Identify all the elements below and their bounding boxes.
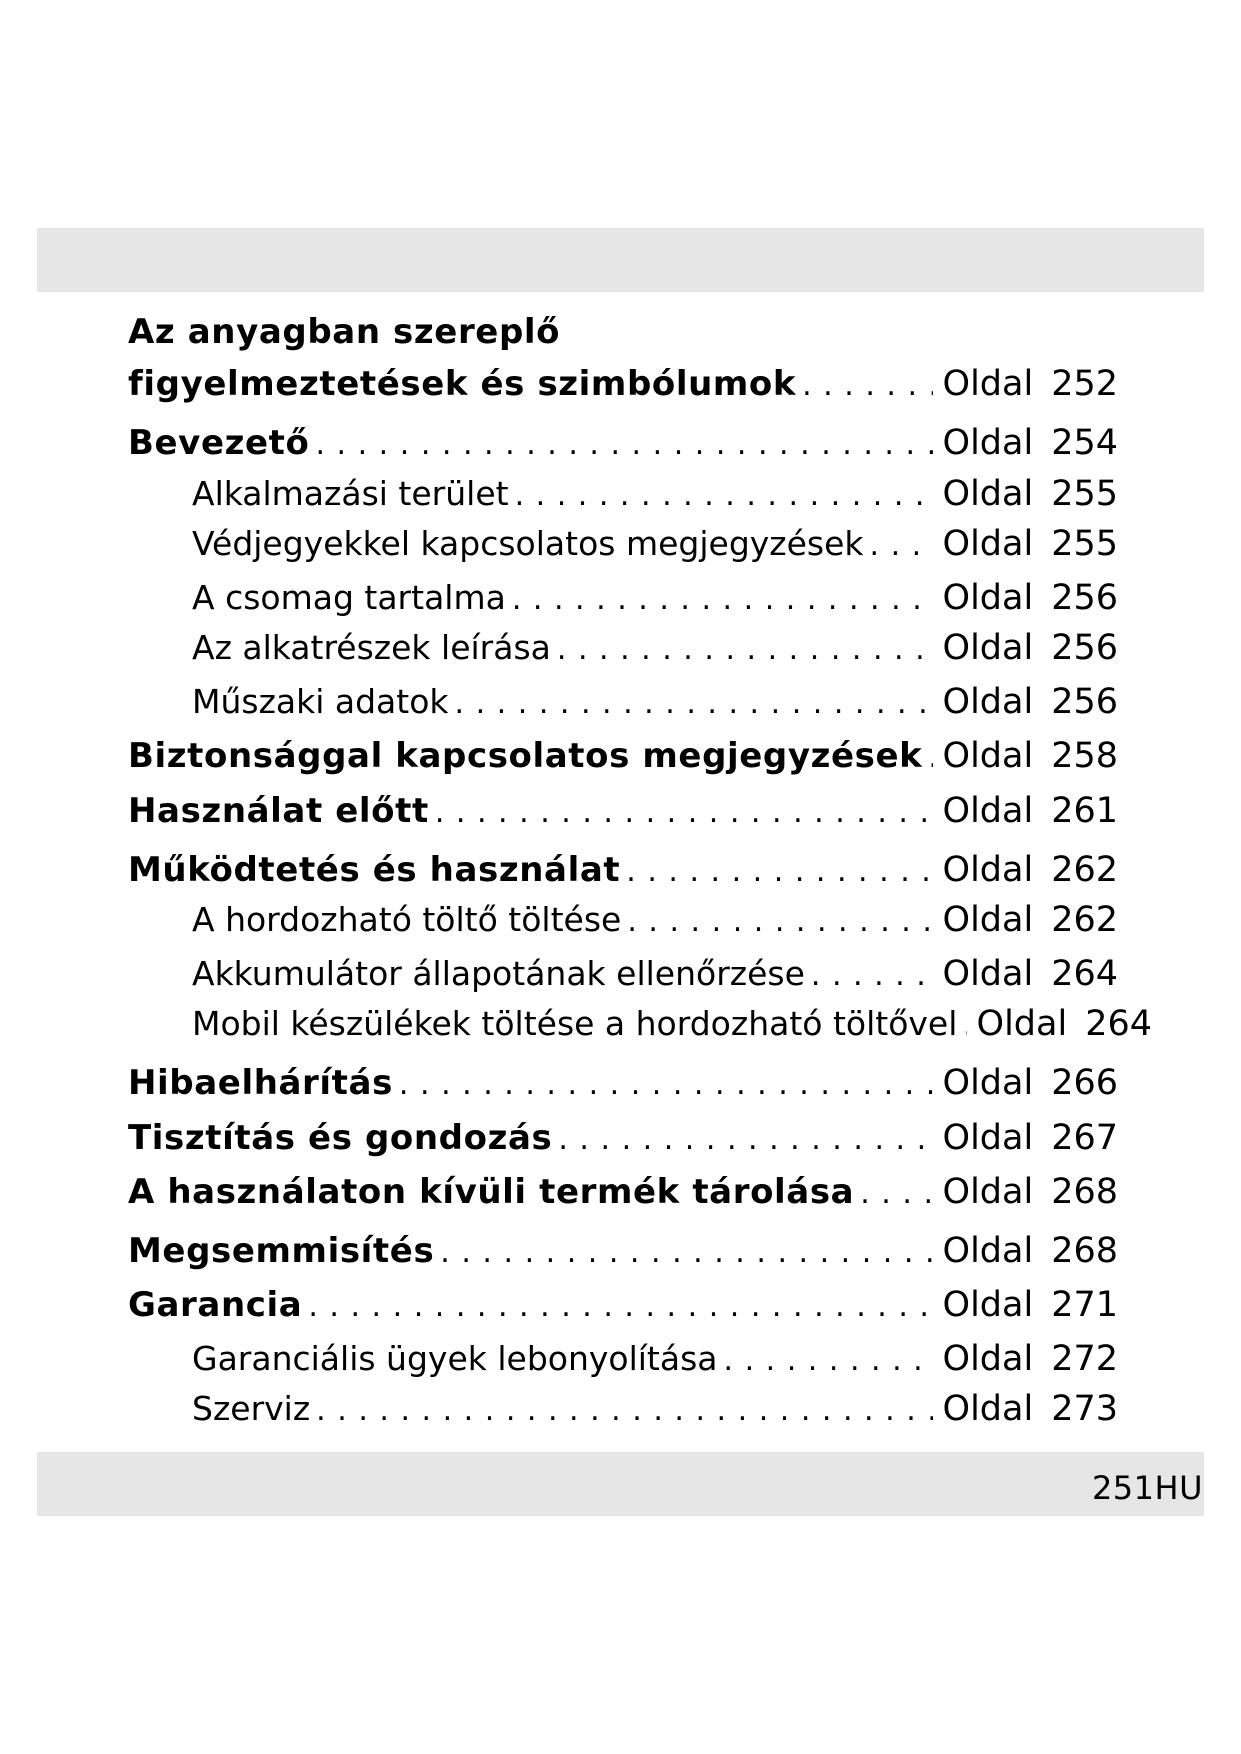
toc-subentry[interactable]: [192, 682, 1118, 722]
page-number: 273: [1051, 1389, 1118, 1429]
page-label: Oldal: [942, 850, 1034, 890]
page-label: Oldal: [942, 628, 1034, 668]
dot-leader: [557, 632, 933, 667]
dot-leader: [455, 686, 933, 721]
toc-entry-title: Bevezető: [128, 423, 310, 463]
dot-leader: [724, 1343, 933, 1378]
toc-entry[interactable]: [128, 850, 1118, 890]
page-label: Oldal: [942, 1118, 1034, 1158]
page-label: Oldal: [942, 791, 1034, 831]
toc-subentry[interactable]: [192, 954, 1118, 994]
toc-entry[interactable]: [128, 423, 1118, 463]
page-label: Oldal: [942, 736, 1034, 776]
dot-leader: [315, 427, 932, 462]
dot-leader: [870, 528, 933, 563]
toc-entry-title: Műszaki adatok: [192, 682, 449, 721]
page-number: 256: [1051, 578, 1118, 618]
toc-entry-title: Biztonsággal kapcsolatos megjegyzések: [128, 736, 923, 776]
page-label: Oldal: [942, 474, 1034, 514]
toc-entry-title: A hordozható töltő töltése: [192, 900, 622, 939]
toc-entry[interactable]: [128, 1063, 1118, 1103]
toc-subentry[interactable]: [192, 1339, 1118, 1379]
page-number: 267: [1051, 1118, 1118, 1158]
dot-leader: [802, 368, 932, 403]
dot-leader: [399, 1067, 933, 1102]
page-number: 272: [1051, 1339, 1118, 1379]
toc-entry[interactable]: [128, 364, 1118, 404]
toc-entry-title-line1: Az anyagban szereplő: [128, 312, 561, 352]
toc-entry-title: Garanciális ügyek lebonyolítása: [192, 1339, 718, 1378]
toc-entry-title: A használaton kívüli termék tárolása: [128, 1172, 855, 1212]
footer-band: [37, 1452, 1204, 1516]
page-label: Oldal: [942, 524, 1034, 564]
page-label: Oldal: [942, 900, 1034, 940]
toc-subentry[interactable]: [192, 900, 1118, 940]
page-number: 255: [1051, 474, 1118, 514]
page-label: Oldal: [942, 1285, 1034, 1325]
page-label: Oldal: [942, 682, 1034, 722]
page-number: 268: [1051, 1231, 1118, 1271]
dot-leader: [963, 1008, 966, 1043]
page-number: 261: [1051, 791, 1118, 831]
page-number: 266: [1051, 1063, 1118, 1103]
page-label: Oldal: [942, 578, 1034, 618]
toc-entry-title: Hibaelhárítás: [128, 1063, 393, 1103]
dot-leader: [626, 854, 932, 889]
dot-leader: [627, 904, 932, 939]
dot-leader: [928, 740, 932, 775]
toc-subentry[interactable]: [192, 474, 1118, 514]
toc-entry-title: Garancia: [128, 1285, 303, 1325]
toc-entry-title: Védjegyekkel kapcsolatos megjegyzések: [192, 524, 864, 563]
page-number: 258: [1051, 736, 1118, 776]
toc-entry[interactable]: [128, 1285, 1118, 1325]
toc-entry-title: Mobil készülékek töltése a hordozható töltővel: [192, 1004, 958, 1043]
page-label: Oldal: [942, 423, 1034, 463]
toc-entry[interactable]: [128, 791, 1118, 831]
dot-leader: [435, 795, 933, 830]
toc-entry-title: Az alkatrészek leírása: [192, 628, 551, 667]
dot-leader: [512, 582, 933, 617]
page-number: 256: [1051, 682, 1118, 722]
page-number: 256: [1051, 628, 1118, 668]
toc-entry-title: figyelmeztetések és szimbólumok: [128, 364, 797, 404]
page-label: Oldal: [942, 954, 1034, 994]
page-number: 262: [1051, 850, 1118, 890]
toc-subentry[interactable]: [192, 524, 1118, 564]
page-number: 254: [1051, 423, 1118, 463]
page-label: Oldal: [942, 1389, 1034, 1429]
toc-entry-title: Működtetés és használat: [128, 850, 621, 890]
toc-entry[interactable]: [128, 1231, 1118, 1271]
toc-subentry[interactable]: [192, 1389, 1118, 1429]
toc-subentry[interactable]: [192, 628, 1118, 668]
toc-entry-title: Akkumulátor állapotának ellenőrzése: [192, 954, 805, 993]
toc-entry[interactable]: [128, 736, 1118, 776]
page-label: Oldal: [942, 1339, 1034, 1379]
page-number-footer: 251HU: [1091, 1469, 1203, 1507]
page-number: 268: [1051, 1172, 1118, 1212]
page-label: Oldal: [942, 1231, 1034, 1271]
page-label: Oldal: [942, 1172, 1034, 1212]
page-label: Oldal: [976, 1004, 1068, 1044]
toc-entry-title: Megsemmisítés: [128, 1231, 435, 1271]
page-label: Oldal: [942, 364, 1034, 404]
page-number: 264: [1085, 1004, 1152, 1044]
dot-leader: [558, 1122, 932, 1157]
toc-entry-title: Alkalmazási terület: [192, 474, 509, 513]
page-number: 264: [1051, 954, 1118, 994]
dot-leader: [515, 478, 933, 513]
toc-entry[interactable]: [128, 1118, 1118, 1158]
page-number: 255: [1051, 524, 1118, 564]
toc-entry-title: Használat előtt: [128, 791, 429, 831]
toc-entry-title: Szerviz: [192, 1389, 311, 1428]
dot-leader: [316, 1393, 932, 1428]
dot-leader: [440, 1235, 932, 1270]
page-label: Oldal: [942, 1063, 1034, 1103]
toc-entry-title: A csomag tartalma: [192, 578, 506, 617]
toc-subentry[interactable]: [192, 1004, 1152, 1044]
dot-leader: [860, 1176, 932, 1211]
toc-entry[interactable]: [128, 1172, 1118, 1212]
page-number: 262: [1051, 900, 1118, 940]
toc-subentry[interactable]: [192, 578, 1118, 618]
dot-leader: [308, 1289, 932, 1324]
toc-entry-title: Tisztítás és gondozás: [128, 1118, 553, 1158]
page-number: 252: [1051, 364, 1118, 404]
page-number: 271: [1051, 1285, 1118, 1325]
dot-leader: [811, 958, 933, 993]
